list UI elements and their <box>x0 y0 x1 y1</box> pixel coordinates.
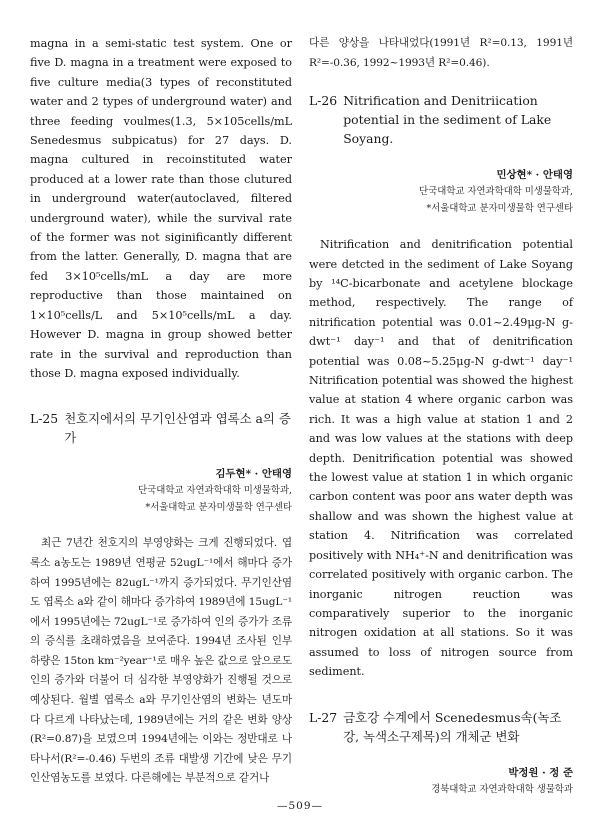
intro-paragraph: magna in a semi-static test system. One or five D. magna in a treatment were exposed to five culture media(3 types of reconstituted water and 2 types of underground water) and three feeding voulmes(1.3, 5×105cells/mL Senedesmus subpicatus) for 27 days. D. magna cultured in recoinstituted water produced at a lower rate than those clutured in underground water(autoclaved, filtered underground water), while the survival rate of the former was not siginificantly different from the latter. Generally, D. magna that are fed 3×10⁵cells/mL a day are more reproductive than those maintained on 1×10⁵cells/L and 5×10⁵cells/mL a day. However D. magna in group showed better rate in the survival and reproduction than those D. magna exposed individually. <box>30 37 292 380</box>
article-l25-code: L-25 <box>30 411 59 427</box>
page-number: —509— <box>276 800 324 812</box>
article-l27-title-block <box>309 708 573 746</box>
article-l25-affiliation-1: 단국대학교 자연과학대학 미생물학과, <box>138 485 292 497</box>
article-l27-title: 금호강 수계에서 Scenedesmus속(녹조강, 녹색소구제목)의 개체군 변화 <box>343 709 562 744</box>
article-l26-authors: 민상현* · 안태영 <box>496 169 573 182</box>
article-l25-body: 최근 7년간 천호지의 부영양화는 크게 진행되었다. 엽록소 a농도는 1989년 연평균 52ugL⁻¹에서 해마다 증가하여 1995년에는 82ugL⁻¹까지 증가되었다. 무기인산염도 엽록소 a와 같이 해마다 증가하여 1989년에 15ugL⁻¹에서 1995년에는 72ugL⁻¹로 증가하여 인의 증가가 조류의 증식를 초래하였음을 보여준다. 1994년 조사된 인부하량은 15ton km⁻²year⁻¹로 매우 높은 값으로 앞으로도 인의 증가와 더불어 더 심각한 부영양화가 진행될 것으로 예상된다. 월별 엽록소 a와 무기인산염의 변화는 년도마다 다르게 나타났는데, 1989년에는 거의 같은 변화 양상(R²=0.87)을 보였으며 1994년에는 이와는 정반대로 나타나서(R²=-0.46) 두번의 조류 대발생 기간에 낮은 무기인산염농도를 보였다. 다른해에는 부분적으로 같거나 <box>30 537 292 785</box>
article-l27-authors: 박정원 · 정 준 <box>508 766 573 779</box>
article-l26-title: Nitrification and Denitriication potential in the sediment of Lake Soyang. <box>343 93 552 147</box>
article-l27-affiliation-1: 경북대학교 자연과학대학 생물학과 <box>431 783 573 795</box>
article-l25-authors: 김두현* · 안태영 <box>215 468 292 481</box>
left-column <box>30 34 292 789</box>
article-l25-title-block <box>30 409 292 447</box>
article-l25-title: 천호지에서의 무기인산염과 엽록소 a의 증가 <box>64 411 291 446</box>
article-l26-body: Nitrification and denitrification potential were detcted in the sediment of Lake Soyang by ¹⁴C-bicarbonate and acetylene blockage method, respectively. The range of nitrification potential was 0.01~2.49μg-N g-dwt⁻¹ day⁻¹ and that of denitrification potential was 0.08~5.25μg-N g-dwt⁻¹ day⁻¹ Nitrification potential was showed the highest value at station 4 where organic carbon was rich. It was a high value at station 1 and 2 and was low values at the stations with deep depth. Denitrification potential was showed the lowest value at station 1 in which organic carbon content was poor ans water depth was shallow and was shown the highest value at station 4. Nitrification was correlated positively with NH₄⁺-N and denitrification was correlated positively with organic carbon. The inorganic nitrogen reuction was comparatively superior to the inorganic nitrogen oxidation at all stations. So it was assumed to loss of nitrogen source from sediment. <box>309 238 573 679</box>
article-l26-title-block <box>309 91 573 148</box>
article-l26-affiliation-1: 단국대학교 자연과학대학 미생물학과, <box>419 186 573 198</box>
article-l26-affiliation-2: *서울대학교 분자미생물학 연구센타 <box>426 202 573 214</box>
article-l25-affiliation-2: *서울대학교 분자미생물학 연구센타 <box>145 501 292 513</box>
article-l25-continuation: 다른 양상을 나타내었다(1991년 R²=0.13, 1991년 R²=-0.36, 1992~1993년 R²=0.46). <box>309 37 573 69</box>
article-l26-code: L-26 <box>309 93 338 109</box>
article-l27-code: L-27 <box>309 709 338 725</box>
right-column <box>309 34 573 798</box>
